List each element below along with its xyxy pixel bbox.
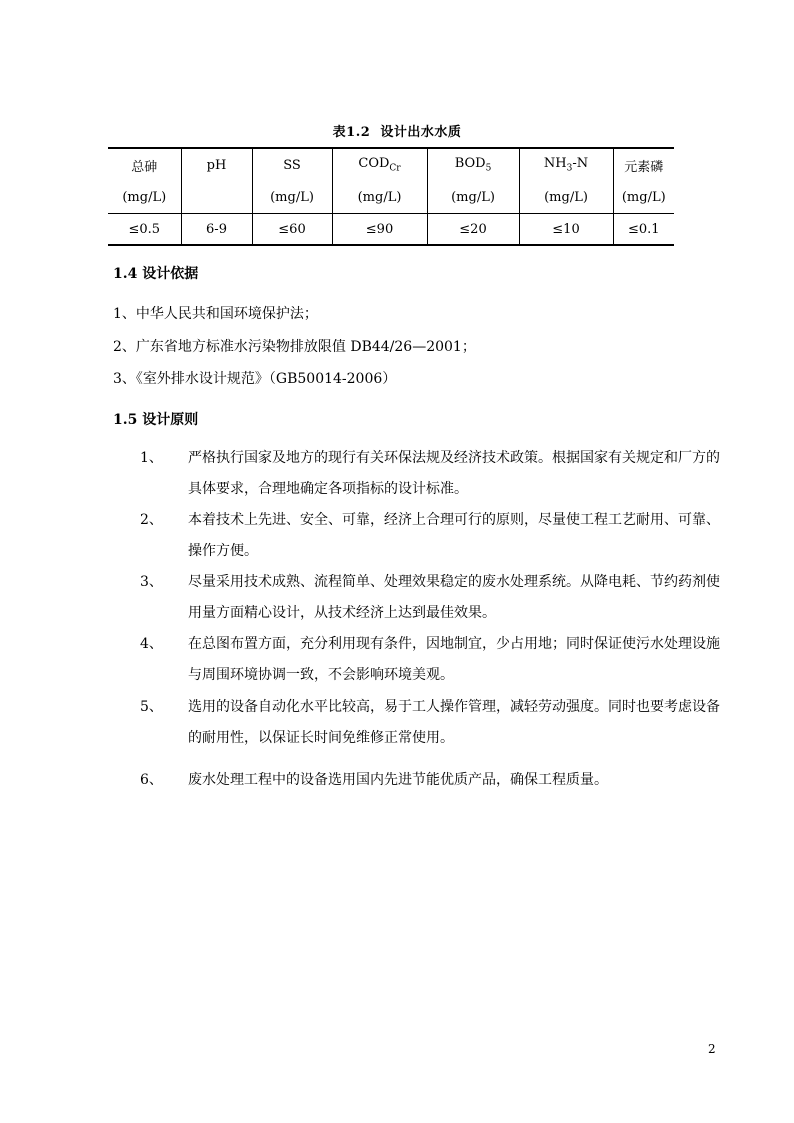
principle-text: 选用的设备自动化水平比较高，易于工人操作管理，减轻劳动强度。同时也要考虑设备的耐用性，以保证长时间免维修正常使用。 [188, 699, 720, 746]
value-phosphorus: ≤0.1 [613, 214, 674, 246]
page-number: 2 [708, 1042, 716, 1056]
principle-text: 在总图布置方面，充分利用现有条件，因地制宜，少占用地；同时保证使污水处理设施与周围环境协调一致，不会影响环境美观。 [188, 636, 720, 683]
column-header-nh3n: $NH_3-N$ [519, 148, 613, 181]
effluent-quality-table [108, 147, 674, 246]
principle-text: 废水处理工程中的设备选用国内先进节能优质产品，确保工程质量。 [188, 772, 608, 788]
principle-number: 4、 [140, 636, 163, 652]
column-header-ph: pH [181, 148, 252, 181]
value-bod: ≤20 [427, 214, 519, 246]
table-unit-row [108, 181, 674, 214]
value-ss: ≤60 [252, 214, 332, 246]
table-title [0, 121, 794, 140]
column-header-cod: $COD_{Cr}$ [332, 148, 427, 181]
principle-number: 6、 [140, 772, 163, 788]
section-heading-design-basis: 1.4 设计依据 [113, 266, 199, 282]
unit-ss: (mg/L) [252, 181, 332, 214]
unit-arsenic: (mg/L) [108, 181, 181, 214]
column-header-ss: SS [252, 148, 332, 181]
design-basis-item: 1、中华人民共和国环境保护法； [113, 306, 318, 322]
unit-bod: (mg/L) [427, 181, 519, 214]
unit-ph [181, 181, 252, 214]
table-title-prefix: 表 [332, 125, 347, 140]
principle-number: 3、 [140, 574, 163, 590]
column-header-bod: $BOD_5$ [427, 148, 519, 181]
unit-cod: (mg/L) [332, 181, 427, 214]
table-title-text: 设计出水水质 [380, 125, 462, 140]
column-header-arsenic: 总砷 [108, 148, 181, 181]
principle-number: 5、 [140, 699, 163, 715]
value-nh3n: ≤10 [519, 214, 613, 246]
value-cod: ≤90 [332, 214, 427, 246]
principle-text: 尽量采用技术成熟、流程简单、处理效果稳定的废水处理系统。从降电耗、节约药剂使用量方面精心设计，从技术经济上达到最佳效果。 [188, 574, 720, 621]
design-basis-item: 3、《室外排水设计规范》（GB50014-2006） [113, 371, 397, 387]
unit-nh3n: (mg/L) [519, 181, 613, 214]
value-ph: 6-9 [181, 214, 252, 246]
table-title-number: 1.2 [346, 125, 371, 140]
principle-text: 严格执行国家及地方的现行有关环保法规及经济技术政策。根据国家有关规定和厂方的具体要求，合理地确定各项指标的设计标准。 [188, 450, 720, 497]
section-heading-design-principles: 1.5 设计原则 [113, 412, 199, 428]
principle-number: 2、 [140, 512, 163, 528]
value-arsenic: ≤0.5 [108, 214, 181, 246]
column-header-phosphorus: 元素磷 [613, 148, 674, 181]
principle-text: 本着技术上先进、安全、可靠，经济上合理可行的原则，尽量使工程工艺耐用、可靠、操作方便。 [188, 512, 720, 559]
principle-number: 1、 [140, 450, 163, 466]
table-header-row [108, 148, 674, 181]
unit-phosphorus: (mg/L) [613, 181, 674, 214]
design-basis-item: 2、广东省地方标准水污染物排放限值 DB44/26—2001； [113, 339, 476, 355]
table-value-row [108, 214, 674, 246]
